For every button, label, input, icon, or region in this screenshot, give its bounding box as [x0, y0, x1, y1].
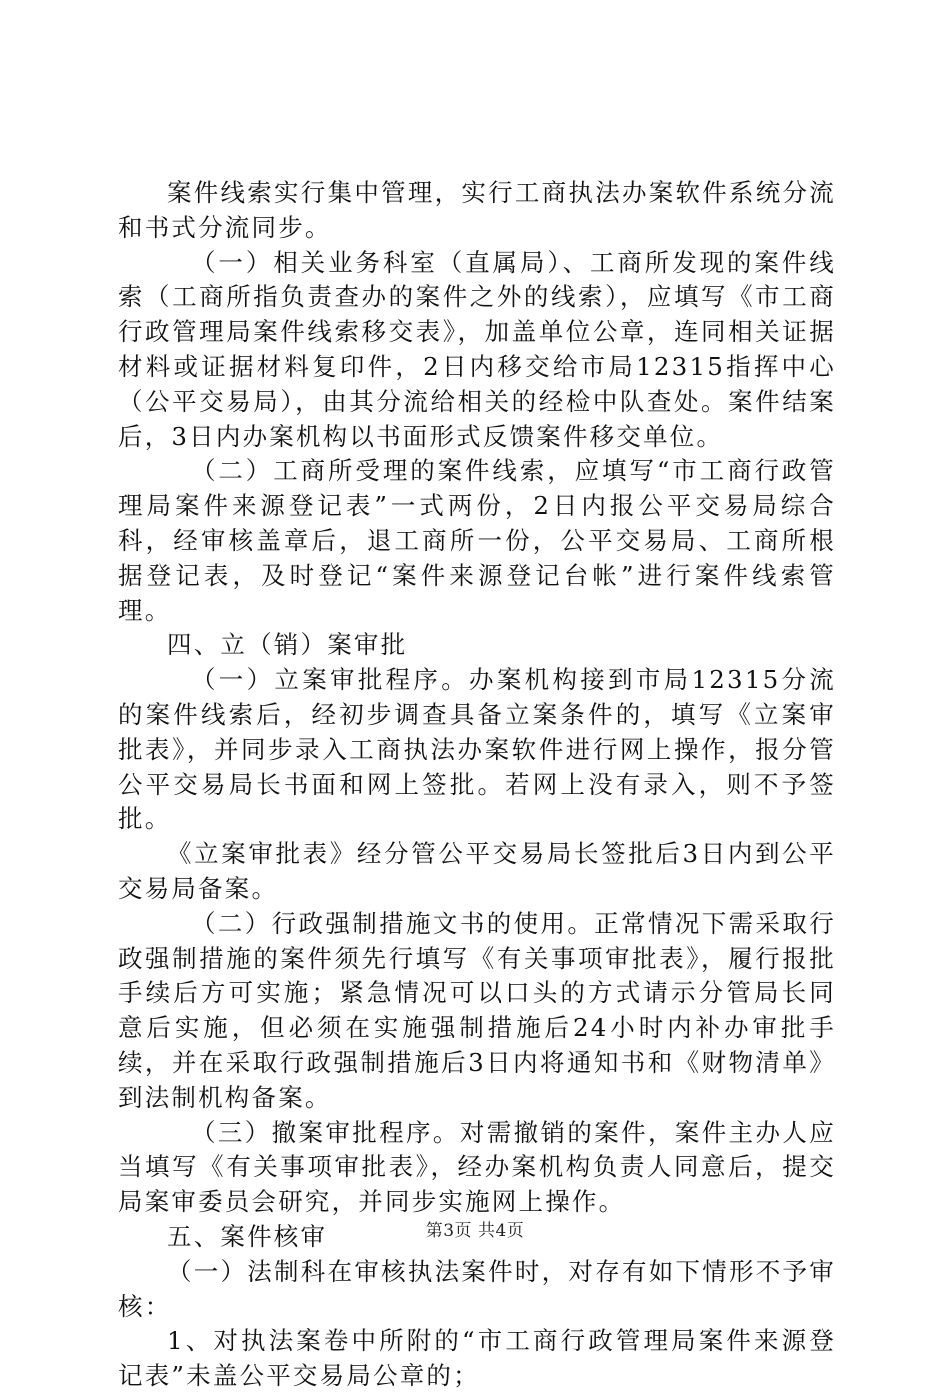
paragraph-11: 1、对执法案卷中所附的“市工商行政管理局案件来源登记表”未盖公平交易局公章的； — [118, 1326, 836, 1391]
document-body — [118, 176, 836, 1394]
paragraph-5: （一）立案审批程序。办案机构接到市局12315分流的案件线索后，经初步调查具备立案条件的，填写《立案审批表》，并同步录入工商执法办案软件进行网上操作，报分管公平交易局长书面和网上签批。若网上没有录入，则不予签批。 — [118, 665, 836, 834]
section-heading-4: 四、立（销）案审批 — [167, 630, 408, 660]
paragraph-7: （二）行政强制措施文书的使用。正常情况下需采取行政强制措施的案件须先行填写《有关事项审批表》，履行报批手续后方可实施；紧急情况可以口头的方式请示分管局长同意后实施，但必须在实施强制措施后24小时内补办审批手续，并在采取行政强制措施后3日内将通知书和《财物清单》到法制机构备案。 — [118, 908, 836, 1112]
section-heading-5: 五、案件核审 — [167, 1221, 328, 1251]
paragraph-6: 《立案审批表》经分管公平交易局长签批后3日内到公平交易局备案。 — [118, 839, 836, 903]
paragraph-2: （一）相关业务科室（直属局）、工商所发现的案件线索（工商所指负责查办的案件之外的线索），应填写《市工商行政管理局案件线索移交表》，加盖单位公章，连同相关证据材料或证据材料复印件，2日内移交给市局12315指挥中心（公平交易局），由其分流给相关的经检中队查处。案件结案后，3日内办案机构以书面形式反馈案件移交单位。 — [118, 247, 836, 451]
page-number-label: 第3页 共4页 — [425, 1221, 525, 1241]
paragraph-10: （一）法制科在审核执法案件时，对存有如下情形不予审核： — [118, 1256, 836, 1321]
page-footer — [0, 1216, 950, 1241]
paragraph-8: （三）撤案审批程序。对需撤销的案件，案件主办人应当填写《有关事项审批表》，经办案机构负责人同意后，提交局案审委员会研究，并同步实施网上操作。 — [118, 1117, 836, 1217]
paragraph-3: （二）工商所受理的案件线索，应填写“市工商行政管理局案件来源登记表”一式两份，2日内报公平交易局综合科，经审核盖章后，退工商所一份，公平交易局、工商所根据登记表，及时登记“案件来源登记台帐”进行案件线索管理。 — [118, 456, 836, 625]
paragraph-1: 案件线索实行集中管理，实行工商执法办案软件系统分流和书式分流同步。 — [118, 178, 836, 242]
